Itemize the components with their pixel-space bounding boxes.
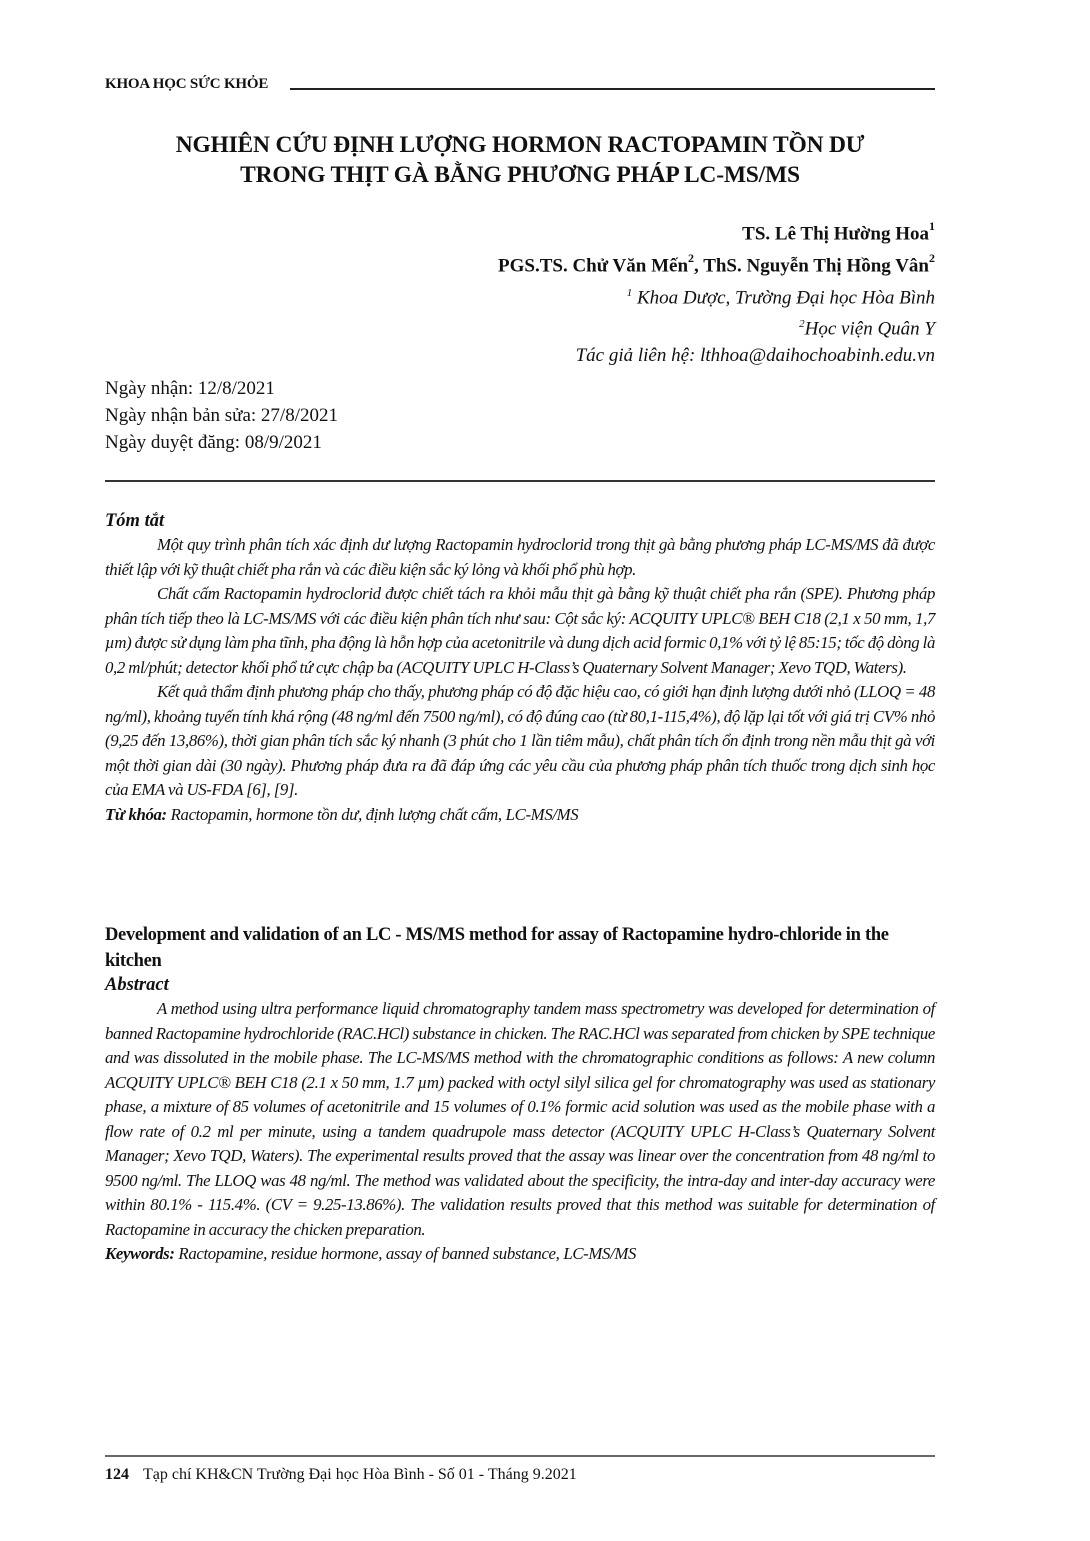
header-rule [290, 88, 935, 90]
affiliation-marker: 2 [688, 251, 695, 266]
author-line-1 [105, 215, 935, 247]
title-line-1: NGHIÊN CỨU ĐỊNH LƯỢNG HORMON RACTOPAMIN TỒN DƯ [175, 132, 865, 158]
corresponding-contact: Tác giả liên hệ: lthhoa@daihochoabinh.edu.vn [575, 345, 935, 367]
keywords-vi-label: Từ khóa: [105, 804, 167, 824]
date-received: Ngày nhận: 12/8/2021 [105, 378, 275, 399]
affiliation-marker: 2 [929, 251, 935, 266]
keywords-en [105, 1242, 935, 1267]
abstract-vi-paragraph-3: Kết quả thẩm định phương pháp cho thấy, phương pháp có độ đặc hiệu cao, có giới hạn định lượng dưới nhỏ (LLOQ = 48 ng/ml), khoảng tuyến tính khá rộng (48 ng/ml đến 7500 ng/ml), có độ đúng cao (từ 80,1-115,4%), độ lặp lại tốt với giá trị CV% nhỏ (9,25 đến 13,86%), thời gian phân tích sắc ký nhanh (3 phút cho 1 lần tiêm mẫu), chất phân tích ổn định trong nền mẫu thịt gà với một thời gian dài (30 ngày). Phương pháp đưa ra đã đáp ứng các yêu cầu của phương pháp phân tích thuốc trong dịch sinh học của EMA và US-FDA [6], [9]. [105, 682, 935, 799]
abstract-english [105, 973, 935, 1267]
abstract-vi-heading: Tóm tắt [105, 511, 165, 531]
date-revised: Ngày nhận bản sửa: 27/8/2021 [105, 405, 338, 426]
affiliation-2 [105, 311, 935, 342]
journal-name: Tạp chí KH&CN Trường Đại học Hòa Bình - Số 01 - Tháng 9.2021 [143, 1466, 577, 1483]
author-name: TS. Lê Thị Hường Hoa [742, 223, 929, 245]
section-divider [105, 480, 935, 482]
title-line-2: TRONG THỊT GÀ BẰNG PHƯƠNG PHÁP LC-MS/MS [240, 162, 800, 188]
author-name: ThS. Nguyễn Thị Hồng Vân [703, 255, 929, 277]
date-accepted: Ngày duyệt đăng: 08/9/2021 [105, 432, 322, 453]
author-line-2 [105, 247, 935, 279]
abstract-en-heading: Abstract [105, 975, 169, 995]
affiliation-1 [105, 280, 935, 311]
keywords-vi [105, 803, 935, 828]
section-label: KHOA HỌC SỨC KHỎE [105, 76, 269, 92]
abstract-vi-paragraph-2: Chất cấm Ractopamin hydroclorid được chiết tách ra khỏi mẫu thịt gà bằng kỹ thuật chiết pha rắn (SPE). Phương pháp phân tích tiếp theo là LC-MS/MS với các điều kiện phân tích như sau: Cột sắc ký: ACQUITY UPLC® BEH C18 (2,1 x 50 mm, 1,7 µm) được sử dụng làm pha tĩnh, pha động là hỗn hợp của acetonitrile và dung dịch acid formic 0,1% với tỷ lệ 85:15; tốc độ dòng là 0,2 ml/phút; detector khối phổ tứ cực chập ba (ACQUITY UPLC H-Class’s Quaternary Solvent Manager; Xevo TQD, Waters). [105, 584, 936, 677]
running-header [105, 72, 935, 92]
page-number: 124 [105, 1466, 129, 1483]
footer-rule [105, 1455, 935, 1457]
abstract-vietnamese [105, 509, 935, 827]
affiliation-text: Học viện Quân Y [804, 318, 935, 340]
affiliation-number: 1 [626, 286, 633, 299]
dates-block [105, 375, 338, 456]
keywords-en-label: Keywords: [105, 1244, 175, 1263]
keywords-en-text: Ractopamine, residue hormone, assay of banned substance, LC-MS/MS [174, 1244, 637, 1263]
keywords-vi-text: Ractopamin, hormone tồn dư, định lượng chất cấm, LC-MS/MS [166, 804, 579, 824]
author-name: PGS.TS. Chử Văn Mến [498, 255, 689, 277]
abstract-en-paragraph: A method using ultra performance liquid chromatography tandem mass spectrometry was developed for determination of banned Ractopamine hydrochloride (RAC.HCl) substance in chicken. The RAC.HCl was separated from chicken by SPE technique and was dissoluted in the mobile phase. The LC-MS/MS method with the chromatographic conditions as follows: A new column ACQUITY UPLC® BEH C18 (2.1 x 50 mm, 1.7 µm) packed with octyl silyl silica gel for chromatography was used as stationary phase, a mixture of 85 volumes of acetonitrile and 15 volumes of 0.1% formic acid solution was used as the mobile phase with a flow rate of 0.2 ml per minute, using a tandem quadrupole mass detector (ACQUITY UPLC H-Class’s Quaternary Solvent Manager; Xevo TQD, Waters). The experimental results proved that the assay was linear over the concentration from 48 ng/ml to 9500 ng/ml. The LLOQ was 48 ng/ml. The method was validated about the specificity, the intra-day and inter-day accuracy were within 80.1% - 115.4%. (CV = 9.25-13.86%). The validation results proved that this method was suitable for determination of Ractopamine in accuracy the chicken preparation. [105, 999, 935, 1239]
author-separator: , [694, 255, 704, 277]
english-title: Development and validation of an LC - MS/MS method for assay of Ractopamine hydro-chloride in the kitchen [105, 925, 889, 971]
affiliation-number: 2 [799, 317, 805, 330]
page-footer [105, 1465, 577, 1485]
author-block [105, 215, 935, 369]
affiliation-marker: 1 [929, 219, 935, 233]
article-title [105, 130, 935, 190]
affiliation-text: Khoa Dược, Trường Đại học Hòa Bình [632, 286, 935, 308]
abstract-vi-paragraph-1: Một quy trình phân tích xác định dư lượng Ractopamin hydroclorid trong thịt gà bằng phương pháp LC-MS/MS đã được thiết lập với kỹ thuật chiết pha rắn và các điều kiện sắc ký lỏng và khối phổ phù hợp. [105, 535, 935, 579]
